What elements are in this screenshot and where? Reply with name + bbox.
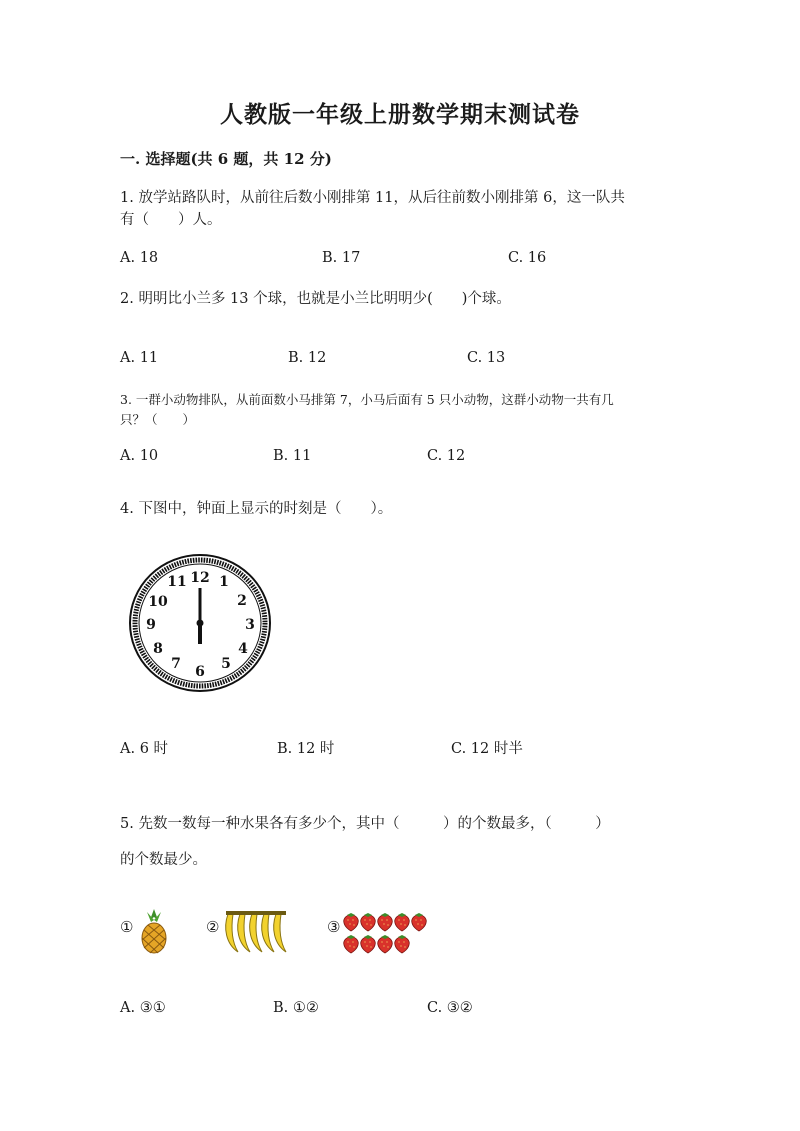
q5-option-a: A. ③① [120, 1000, 166, 1016]
fruit-label-3: ③ [327, 918, 341, 936]
question-2-line-1: 2. 明明比小兰多 13 个球，也就是小兰比明明少( )个球。 [120, 291, 511, 307]
section-heading: 一. 选择题(共 6 题，共 12 分) [120, 150, 332, 168]
q5-option-c: C. ③② [427, 1000, 473, 1016]
question-3-line-2: 只？（ ） [120, 412, 196, 427]
q3-option-b: B. 11 [273, 448, 312, 464]
q5-option-b: B. ①② [273, 1000, 319, 1016]
clock-number-6: 6 [195, 664, 205, 680]
q1-option-b: B. 17 [322, 250, 361, 266]
q4-option-c: C. 12 时半 [451, 741, 523, 757]
q3-option-a: A. 10 [120, 448, 159, 464]
pineapple-icon [138, 908, 170, 954]
clock-number-4: 4 [238, 641, 248, 657]
clock-image [128, 552, 274, 694]
question-3-line-1: 3. 一群小动物排队，从前面数小马排第 7，小马后面有 5 只小动物，这群小动物一共有几 [120, 392, 614, 407]
clock-number-1: 1 [219, 574, 229, 590]
banana-bunch-icon [222, 910, 294, 954]
question-1-line-2: 有（ ）人。 [120, 212, 222, 228]
q1-option-a: A. 18 [120, 250, 159, 266]
clock-number-2: 2 [237, 593, 247, 609]
clock-number-5: 5 [221, 656, 231, 672]
q2-option-b: B. 12 [288, 350, 327, 366]
q3-option-c: C. 12 [427, 448, 466, 464]
question-1-line-1: 1. 放学站路队时，从前往后数小刚排第 11，从后往前数小刚排第 6，这一队共 [120, 190, 625, 206]
clock-number-11: 11 [167, 574, 187, 590]
fruit-label-2: ② [206, 918, 220, 936]
q4-option-b: B. 12 时 [277, 741, 335, 757]
question-5-line-2: 的个数最少。 [120, 852, 207, 868]
page-title: 人教版一年级上册数学期末测试卷 [220, 101, 580, 128]
clock-number-7: 7 [171, 656, 181, 672]
clock-number-12: 12 [190, 570, 210, 586]
clock-number-9: 9 [146, 617, 156, 633]
question-4-line-1: 4. 下图中，钟面上显示的时刻是（ ）。 [120, 501, 393, 517]
q1-option-c: C. 16 [508, 250, 547, 266]
clock-number-3: 3 [245, 617, 255, 633]
q2-option-c: C. 13 [467, 350, 506, 366]
clock-number-8: 8 [153, 641, 163, 657]
q4-option-a: A. 6 时 [120, 741, 169, 757]
fruit-label-1: ① [120, 918, 134, 936]
clock-number-10: 10 [148, 594, 168, 610]
strawberries-icon [341, 912, 433, 956]
question-5-line-1: 5. 先数一数每一种水果各有多少个，其中（ ）的个数最多，（ ） [120, 816, 610, 832]
q2-option-a: A. 11 [120, 350, 159, 366]
clock-center [197, 620, 204, 627]
